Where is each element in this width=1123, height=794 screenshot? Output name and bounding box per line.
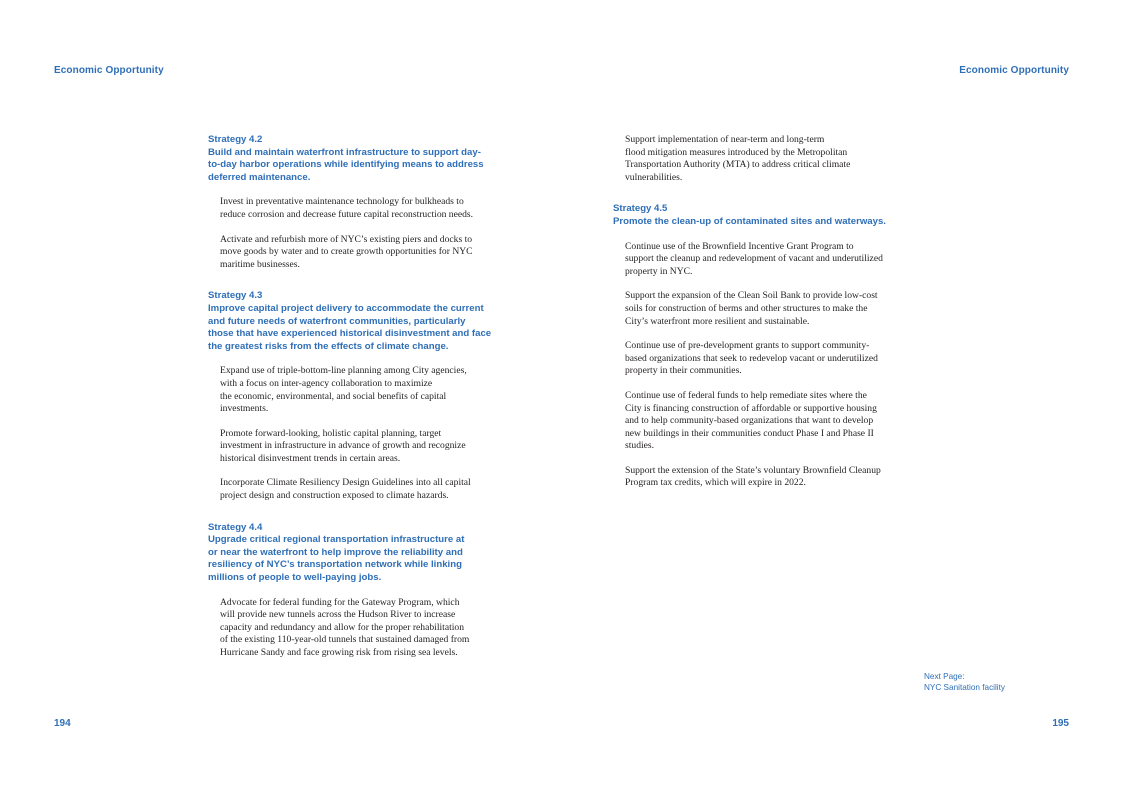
strategy-item: Continue use of pre-development grants to support community- based organizations that seek to redevelop vacant or underutilized property in their communities. (625, 340, 878, 377)
strategy-title: Promote the clean-up of contaminated sites and waterways. (613, 215, 886, 227)
strategy-item: Invest in preventative maintenance technology for bulkheads to reduce corrosion and decrease future capital reconstruction needs. (220, 196, 474, 220)
strategy-item: Activate and refurbish more of NYC’s existing piers and docks to move goods by water and to create growth opportunities for NYC maritime businesses. (220, 233, 473, 270)
right-content-column (613, 134, 933, 490)
strategy-title: Build and maintain waterfront infrastructure to support day- to-day harbor operations while identifying means to address deferred maintenance. (208, 146, 484, 183)
left-running-head: Economic Opportunity (54, 65, 164, 76)
left-page-number: 194 (54, 718, 71, 729)
strategy-item: Expand use of triple-bottom-line planning among City agencies, with a focus on inter-agency collaboration to maximize the economic, environmental, and social benefits of capital investments. (220, 365, 467, 415)
strategy-item: Continue use of the Brownfield Incentive Grant Program to support the cleanup and redevelopment of vacant and underutilized property in NYC. (625, 240, 883, 277)
strategy-title: Upgrade critical regional transportation infrastructure at or near the waterfront to help improve the reliability and resiliency of NYC’s transportation network while linking millions of people to well-paying jobs. (208, 534, 465, 584)
continued-item: Support implementation of near-term and long-term flood mitigation measures introduced by the Metropolitan Transportation Authority (MTA) to address critical climate vulnerabilities. (625, 134, 851, 183)
strategy-title: Improve capital project delivery to accommodate the current and future needs of waterfront communities, particularly those that have experienced historical disinvestment and face the greatest risks from the effects of climate change. (208, 302, 492, 352)
strategy-4-4 (208, 522, 518, 660)
strategy-4-3 (208, 290, 518, 502)
strategy-item: Advocate for federal funding for the Gateway Program, which will provide new tunnels across the Hudson River to increase capacity and redundancy and allow for the proper rehabilitation of the existing 110-year-old tunnels that sustained damaged from Hurricane Sandy and face growing risk from rising sea levels. (220, 596, 470, 658)
caption-text: NYC Sanitation facility (924, 682, 1005, 692)
strategy-label: Strategy 4.5 (613, 203, 668, 215)
next-page-caption (924, 672, 1005, 693)
strategy-item: Support the expansion of the Clean Soil Bank to provide low-cost soils for construction of berms and other structures to make the City’s waterfront more resilient and sustainable. (625, 290, 878, 327)
strategy-4-5 (613, 203, 933, 490)
right-page-number: 195 (1052, 718, 1069, 729)
strategy-item: Promote forward-looking, holistic capital planning, target investment in infrastructure in advance of growth and recognize historical disinvestment trends in certain areas. (220, 427, 466, 464)
strategy-item: Support the extension of the State’s voluntary Brownfield Cleanup Program tax credits, which will expire in 2022. (625, 464, 881, 489)
strategy-item: Continue use of federal funds to help remediate sites where the City is financing construction of affordable or supportive housing and to help community-based organizations that want to develop new buildings in their communities conduct Phase I and Phase II studies. (625, 389, 877, 452)
strategy-4-2 (208, 134, 518, 271)
strategy-label: Strategy 4.3 (208, 290, 263, 302)
strategy-label: Strategy 4.4 (208, 521, 263, 533)
caption-label: Next Page: (924, 672, 965, 681)
strategy-label: Strategy 4.2 (208, 134, 263, 145)
strategy-item: Incorporate Climate Resiliency Design Guidelines into all capital project design and construction exposed to climate hazards. (220, 477, 471, 502)
right-running-head: Economic Opportunity (959, 65, 1069, 76)
left-content-column (208, 134, 518, 660)
